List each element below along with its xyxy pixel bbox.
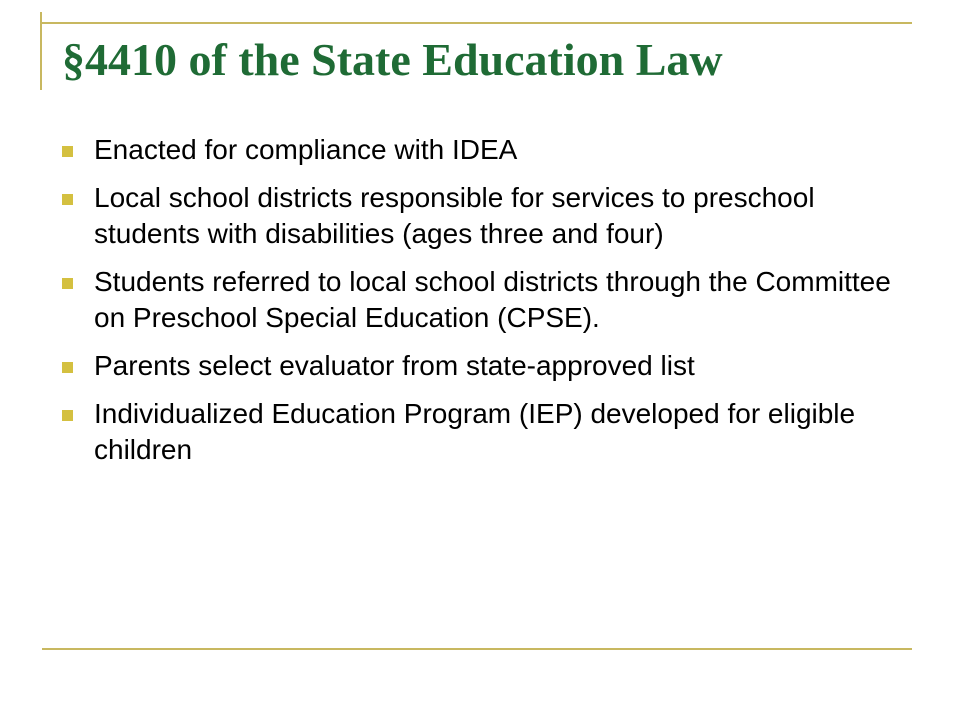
square-bullet-icon — [62, 146, 73, 157]
square-bullet-icon — [62, 410, 73, 421]
bullet-text: Enacted for compliance with IDEA — [94, 134, 518, 165]
top-accent-rule — [42, 22, 912, 24]
slide-title: §4410 of the State Education Law — [62, 34, 723, 85]
bottom-accent-rule — [42, 648, 912, 650]
square-bullet-icon — [62, 194, 73, 205]
bullet-item — [62, 180, 902, 252]
bullet-text: Students referred to local school districts through the Committee on Preschool Special Education (CPSE). — [94, 266, 891, 333]
bullet-item — [62, 132, 902, 168]
bullet-text: Local school districts responsible for services to preschool students with disabilities (ages three and four) — [94, 182, 815, 249]
bullet-item — [62, 396, 902, 468]
square-bullet-icon — [62, 362, 73, 373]
bullet-text: Parents select evaluator from state-approved list — [94, 350, 695, 381]
bullet-item — [62, 348, 902, 384]
bullet-text: Individualized Education Program (IEP) developed for eligible children — [94, 398, 856, 465]
bullet-list — [62, 132, 902, 480]
square-bullet-icon — [62, 278, 73, 289]
bullet-item — [62, 264, 902, 336]
